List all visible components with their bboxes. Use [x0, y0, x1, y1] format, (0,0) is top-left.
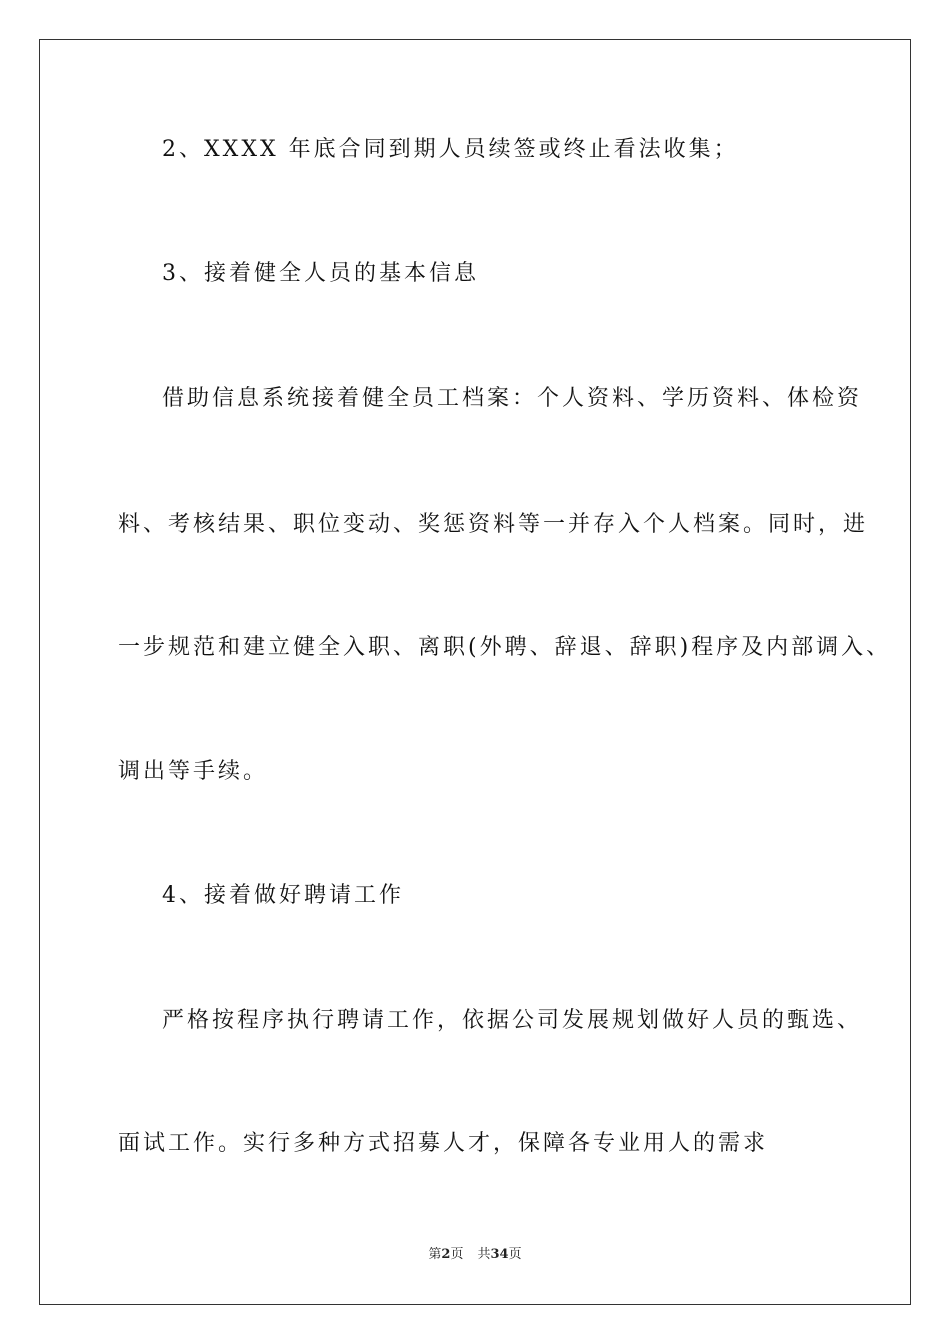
paragraph-line: 严格按程序执行聘请工作，依据公司发展规划做好人员的甄选、 [162, 1008, 863, 1033]
paragraph-line: 借助信息系统接着健全员工档案：个人资料、学历资料、体检资 [162, 386, 863, 411]
total-suffix: 页 [508, 1247, 522, 1262]
page-number: 2 [441, 1247, 451, 1262]
section-heading-4: 4、接着做好聘请工作 [162, 883, 404, 908]
paragraph-line: 料、考核结果、职位变动、奖惩资料等一并存入个人档案。同时，进 [118, 512, 869, 537]
page-footer [0, 1246, 950, 1264]
section-heading-3: 3、接着健全人员的基本信息 [162, 261, 479, 286]
page-prefix: 第 [428, 1247, 442, 1262]
page-border [39, 39, 911, 1305]
list-item-2: 2、XXXX 年底合同到期人员续签或终止看法收集； [162, 137, 739, 162]
total-pages: 34 [490, 1247, 509, 1262]
paragraph-line: 调出等手续。 [118, 759, 269, 784]
page-suffix: 页 [450, 1247, 464, 1262]
total-prefix: 共 [477, 1247, 491, 1262]
paragraph-line: 面试工作。实行多种方式招募人才，保障各专业用人的需求 [118, 1131, 769, 1156]
paragraph-line: 一步规范和建立健全入职、离职(外聘、辞退、辞职)程序及内部调入、 [118, 635, 892, 660]
